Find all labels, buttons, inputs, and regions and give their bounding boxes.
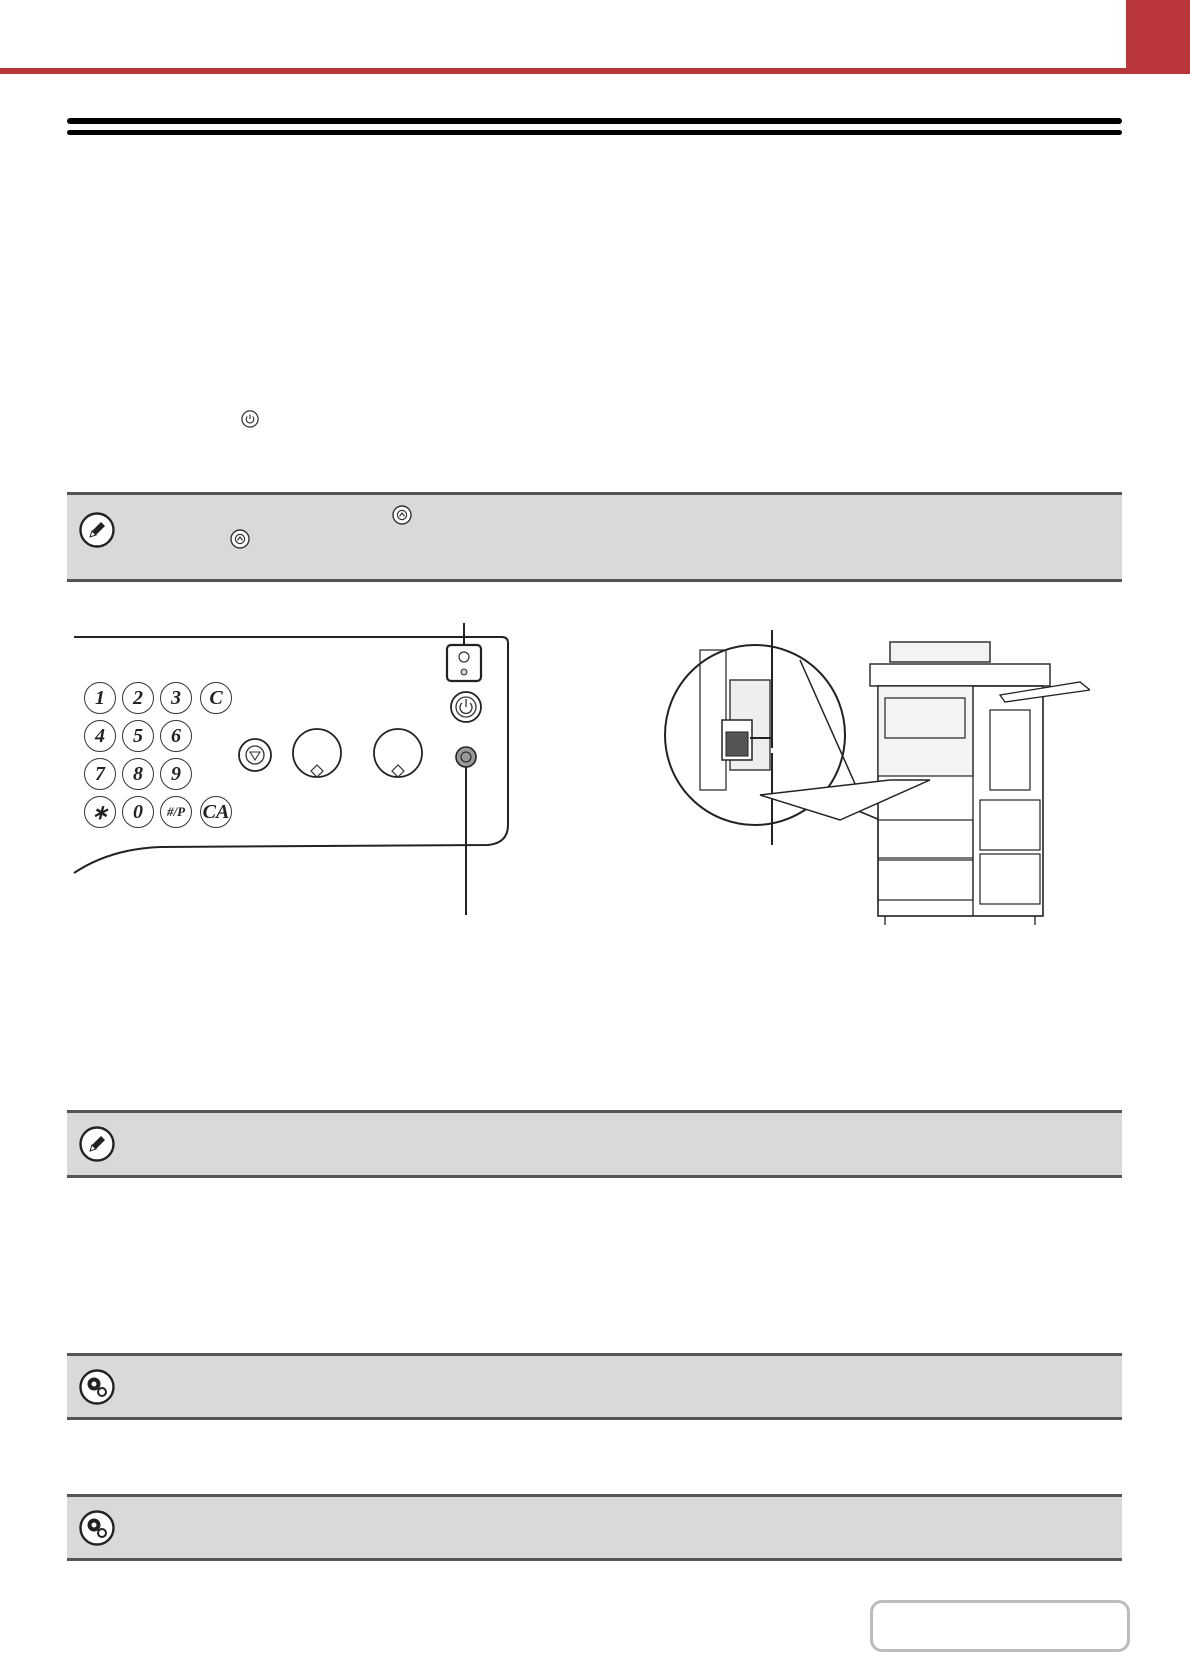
system-settings-box [67, 1494, 1122, 1561]
page-number-box[interactable] [870, 1600, 1130, 1652]
keypad-key-7: 7 [84, 758, 116, 790]
energy-save-icon [230, 529, 250, 549]
header-accent-tab [1126, 0, 1190, 74]
header-accent-bar [0, 68, 1190, 74]
keypad-key-6: 6 [160, 720, 192, 752]
keypad-key-ca: CA [200, 796, 232, 828]
system-settings-box [67, 1353, 1122, 1420]
keypad-key-0: 0 [122, 796, 154, 828]
keypad-key-1: 1 [84, 682, 116, 714]
energy-save-icon [392, 505, 412, 525]
keypad-key-5: 5 [122, 720, 154, 752]
machine-main-power-switch-illustration [660, 620, 1090, 940]
note-box [67, 492, 1122, 582]
keypad-key-8: 8 [122, 758, 154, 790]
keypad-key-3: 3 [160, 682, 192, 714]
pencil-note-icon [79, 512, 115, 548]
keypad-key-c: C [200, 682, 232, 714]
keypad-key-asterisk: ∗ [84, 796, 116, 828]
keypad-key-2: 2 [122, 682, 154, 714]
pencil-note-icon [79, 1126, 115, 1162]
power-icon [241, 410, 259, 428]
keypad-key-9: 9 [160, 758, 192, 790]
system-settings-gear-icon [79, 1369, 115, 1405]
keypad [84, 682, 244, 832]
system-settings-gear-icon [79, 1510, 115, 1546]
note-box [67, 1110, 1122, 1178]
title-rule-bottom [67, 130, 1122, 135]
keypad-key-4: 4 [84, 720, 116, 752]
title-rule-top [67, 118, 1122, 124]
keypad-key-hash-p: #/P [160, 796, 192, 828]
